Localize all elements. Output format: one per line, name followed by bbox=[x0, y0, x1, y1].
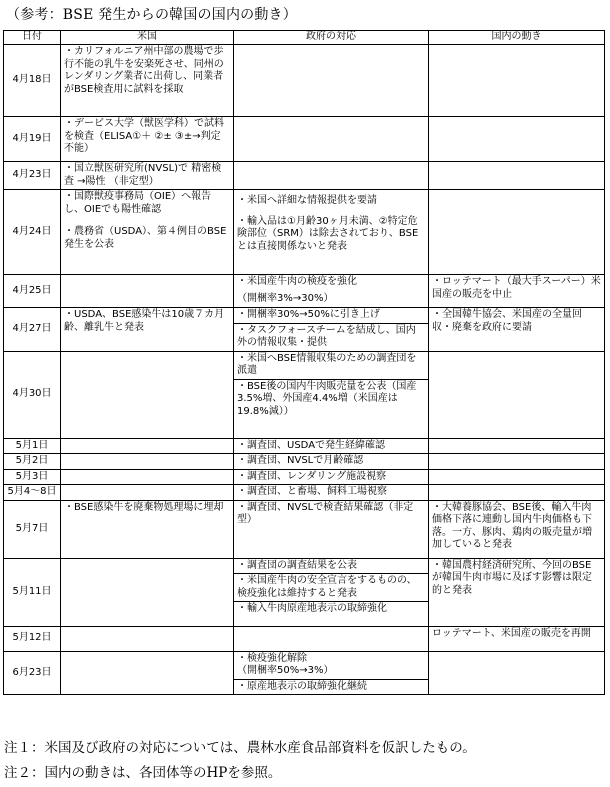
us-cell bbox=[61, 351, 234, 438]
entry-text: ・全国韓牛協会、米国産の全量回収・廃棄を政府に要請 bbox=[432, 309, 582, 333]
date-cell: 5月12日 bbox=[4, 626, 61, 651]
domestic-cell bbox=[429, 558, 605, 626]
note-1: 注１：米国及び政府の対応については、農林水産食品部資料を仮訳したもの。 bbox=[4, 740, 476, 756]
us-cell bbox=[61, 45, 234, 117]
table-row bbox=[4, 45, 605, 117]
us-cell bbox=[61, 558, 234, 626]
us-cell bbox=[61, 190, 234, 275]
table-row bbox=[4, 469, 605, 485]
entry-text: ・BSE感染牛を廃棄物処理場に埋却 bbox=[64, 501, 224, 513]
table-row bbox=[4, 626, 605, 651]
date-cell: 5月4～8日 bbox=[4, 485, 61, 501]
entry-text: ・国立獣医研究所(NVSL)で 精密検査 →陽性 （非定型） bbox=[64, 163, 222, 187]
government-cell bbox=[234, 190, 429, 275]
entry-text: ・大韓養豚協会、BSE後、輸入牛肉価格下落に連動し国内牛肉価格も下落。一方、豚肉、鶏肉の販売量が増加していると発表 bbox=[432, 501, 592, 550]
government-cell bbox=[234, 500, 429, 558]
domestic-cell bbox=[429, 500, 605, 558]
entry-text: ・デービス大学（獣医学科）で試料を検査（ELISA①＋ ②± ③±→判定不能） bbox=[64, 118, 224, 154]
date-cell: 6月23日 bbox=[4, 651, 61, 695]
government-cell bbox=[234, 558, 429, 626]
government-cell bbox=[234, 651, 429, 695]
header-domestic: 国内の動き bbox=[429, 31, 605, 45]
us-cell bbox=[61, 500, 234, 558]
domestic-cell bbox=[429, 351, 605, 438]
table-row bbox=[4, 162, 605, 190]
entry-text: ・タスクフォースチームを結成し、国内外の情報収集・提供 bbox=[237, 324, 416, 348]
government-cell bbox=[234, 117, 429, 162]
government-cell bbox=[234, 162, 429, 190]
table-row bbox=[4, 558, 605, 626]
us-cell bbox=[61, 469, 234, 485]
table-row bbox=[4, 438, 605, 454]
us-cell bbox=[61, 454, 234, 470]
table-row bbox=[4, 117, 605, 162]
government-cell bbox=[234, 351, 429, 438]
entry-text: ・調査団、レンダリング施設視察 bbox=[237, 470, 387, 482]
header-date: 日付 bbox=[4, 31, 61, 45]
note-2: 注２：国内の動きは、各団体等のHPを参照。 bbox=[4, 765, 282, 781]
entry-text: ロッテマート、米国産の販売を再開 bbox=[432, 627, 591, 639]
domestic-cell bbox=[429, 626, 605, 651]
us-cell bbox=[61, 626, 234, 651]
entry-text: ・調査団の調査結果を公表 bbox=[237, 559, 357, 571]
entry-text: ・米国産牛肉の安全宣言をするものの、検疫強化は維持すると発表 bbox=[237, 575, 417, 599]
entry-text: （開梱率50%→3%） bbox=[237, 665, 334, 676]
entry-text: ・韓国農村経済研究所、今回のBSEが韓国牛肉市場に及ぼす影響は限定的と発表 bbox=[432, 559, 592, 596]
notes bbox=[4, 736, 476, 786]
date-cell: 5月2日 bbox=[4, 454, 61, 470]
domestic-cell bbox=[429, 45, 605, 117]
date-cell: 4月27日 bbox=[4, 308, 61, 352]
date-cell: 4月24日 bbox=[4, 190, 61, 275]
date-cell: 5月3日 bbox=[4, 469, 61, 485]
entry-text: （開梱率3%→30%） bbox=[237, 292, 334, 304]
table-row bbox=[4, 651, 605, 695]
entry-text: ・輸入牛肉原産地表示の取締強化 bbox=[237, 603, 387, 614]
table-row bbox=[4, 485, 605, 501]
domestic-cell bbox=[429, 485, 605, 501]
header-row bbox=[4, 31, 605, 45]
table-row bbox=[4, 275, 605, 308]
date-cell: 4月18日 bbox=[4, 45, 61, 117]
domestic-cell bbox=[429, 162, 605, 190]
government-cell bbox=[234, 45, 429, 117]
entry-text: ・USDA、BSE感染牛は10歳７カ月齢、離乳牛と発表 bbox=[64, 309, 225, 333]
page-title: （参考：BSE 発生からの韓国の国内の動き） bbox=[6, 7, 297, 23]
us-cell bbox=[61, 485, 234, 501]
us-cell bbox=[61, 275, 234, 308]
entry-text: ・カリフォルニア州中部の農場で歩行不能の乳牛を安楽死させ、同州のレンダリング業者に出荷し、同業者がBSE検査用に試料を採取 bbox=[64, 46, 224, 95]
domestic-cell bbox=[429, 454, 605, 470]
table-row bbox=[4, 500, 605, 558]
domestic-cell bbox=[429, 117, 605, 162]
domestic-cell bbox=[429, 275, 605, 308]
entry-text: ・調査団、と畜場、飼料工場視察 bbox=[237, 486, 387, 497]
entry-text: ・米国へBSE情報収集のための調査団を派遣 bbox=[237, 352, 417, 376]
table-row bbox=[4, 351, 605, 438]
government-cell bbox=[234, 454, 429, 470]
domestic-cell bbox=[429, 308, 605, 352]
date-cell: 5月11日 bbox=[4, 558, 61, 626]
header-us: 米国 bbox=[61, 31, 234, 45]
date-cell: 5月7日 bbox=[4, 500, 61, 558]
entry-text: ・調査団、NVSLで月齢確認 bbox=[237, 455, 364, 466]
table-row bbox=[4, 454, 605, 470]
domestic-cell bbox=[429, 190, 605, 275]
domestic-cell bbox=[429, 438, 605, 454]
entry-text: ・農務省（USDA）、第４例目のBSE発生を公表 bbox=[64, 226, 227, 250]
us-cell bbox=[61, 162, 234, 190]
date-cell: 5月1日 bbox=[4, 438, 61, 454]
government-cell bbox=[234, 469, 429, 485]
us-cell bbox=[61, 308, 234, 352]
government-cell bbox=[234, 308, 429, 352]
government-cell bbox=[234, 275, 429, 308]
domestic-cell bbox=[429, 469, 605, 485]
entry-text: ・BSE後の国内牛肉販売量を公表（国産3.5%増、外国産4.4%増（米国産は19.8%減）） bbox=[237, 380, 417, 417]
table-row bbox=[4, 308, 605, 352]
entry-text: ・米国へ詳細な情報提供を要請 bbox=[237, 195, 377, 206]
entry-text: ・輸入品は①月齢30ヶ月未満、②特定危険部位（SRM）は除去されており、BSEとは直接関係ないと発表 bbox=[237, 215, 419, 252]
timeline-table bbox=[3, 30, 605, 695]
entry-text: ・開梱率30%→50%に引き上げ bbox=[237, 309, 380, 320]
government-cell bbox=[234, 626, 429, 651]
table-row bbox=[4, 190, 605, 275]
government-cell bbox=[234, 438, 429, 454]
entry-text: ・調査団、USDAで発生経緯確認 bbox=[237, 439, 386, 451]
date-cell: 4月25日 bbox=[4, 275, 61, 308]
entry-text: ・米国産牛肉の検疫を強化 bbox=[237, 276, 357, 287]
domestic-cell bbox=[429, 651, 605, 695]
us-cell bbox=[61, 438, 234, 454]
entry-text: ・調査団、NVSLで検査結果確認（非定型） bbox=[237, 501, 414, 525]
entry-text: ・国際獣疫事務局（OIE）へ報告し、OIEでも陽性確認 bbox=[64, 191, 212, 215]
us-cell bbox=[61, 651, 234, 695]
date-cell: 4月30日 bbox=[4, 351, 61, 438]
date-cell: 4月23日 bbox=[4, 162, 61, 190]
entry-text: ・検疫強化解除 bbox=[237, 652, 307, 664]
header-government: 政府の対応 bbox=[234, 31, 429, 45]
entry-text: ・原産地表示の取締強化継続 bbox=[237, 680, 367, 692]
date-cell: 4月19日 bbox=[4, 117, 61, 162]
entry-text: ・ロッテマート（最大手スーパー）米国産の販売を中止 bbox=[432, 276, 601, 300]
us-cell bbox=[61, 117, 234, 162]
government-cell bbox=[234, 485, 429, 501]
